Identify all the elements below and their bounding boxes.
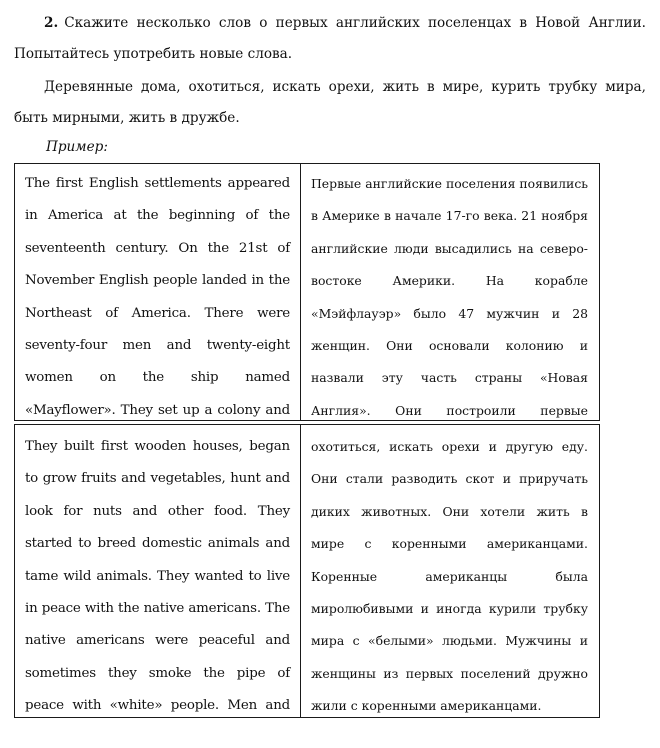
task-instruction xyxy=(14,8,646,70)
vocabulary-list: Деревянные дома, охотиться, искать орехи, жить в мире, курить трубку мира, быть мирными, жить в дружбе. xyxy=(14,79,646,126)
russian-text-cell: Первые английские поселения появились в Америке в начале 17-го века. 21 ноября английские люди высадились на северо-востоке Америки. На корабле «Мэйфлауэр» было 47 мужчин и 28 женщин. Они основали колонию и назвали эту часть страны «Новая Англия». Они построили первые xyxy=(311,176,588,418)
english-text-cell: The first English settlements appeared in America at the beginning of the seventeenth century. On the 21st of November English people landed in the Northeast of America. There were seventy-four men and twenty-eight women on the ship named «Mayflower». They set up a colony and xyxy=(15,164,301,420)
translation-table-1 xyxy=(14,163,600,421)
translation-table-2 xyxy=(14,424,600,718)
task-instruction-text: Скажите несколько слов о первых английских поселенцах в Новой Англии. Попытайтесь употребить новые слова. xyxy=(14,15,646,62)
english-text-cell: They built first wooden houses, began to grow fruits and vegetables, hunt and look for nuts and other food. They started to breed domestic animals and tame wild animals. They wanted to live in peace with the native americans. The native americans were peaceful and sometimes they smoke the pipe of peace with «white» people. Men and xyxy=(15,425,301,717)
task-number: 2. xyxy=(44,15,59,31)
example-label: Пример: xyxy=(46,139,108,155)
russian-text-cell: охотиться, искать орехи и другую еду. Они стали разводить скот и приручать диких животных. Они хотели жить в мире с коренными американцами. Коренные американцы была миролюбивыми и иногда курили трубку мира с «белыми» людьми. Мужчины и женщины из первых поселений дружно жили с коренными американцами. xyxy=(311,439,588,714)
